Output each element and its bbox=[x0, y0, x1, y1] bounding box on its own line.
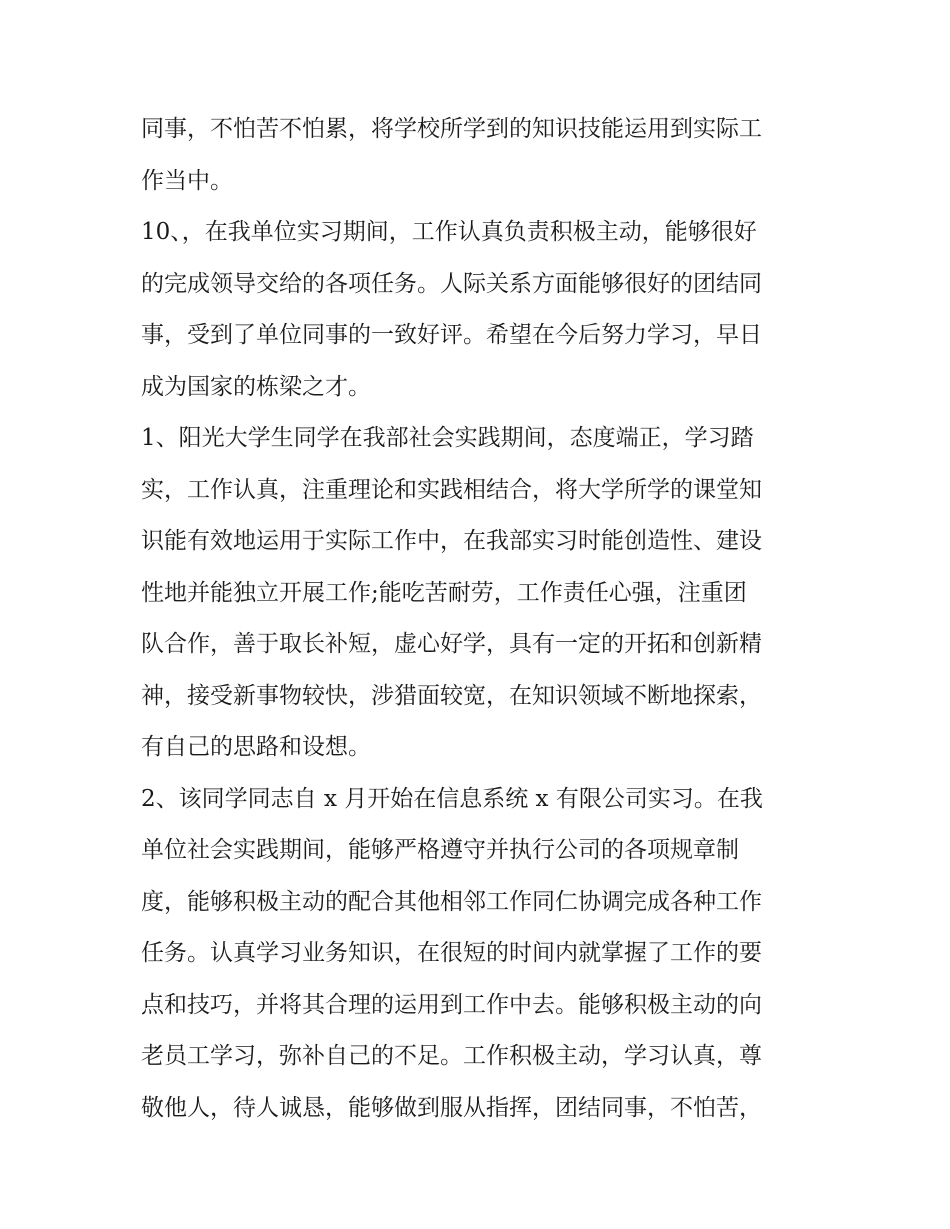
text-line: 老员工学习，弥补自己的不足。工作积极主动，学习认真，尊 bbox=[141, 1043, 762, 1069]
text-line: 事，受到了单位同事的一致好评。希望在今后努力学习，早日 bbox=[141, 322, 762, 348]
text-line: 队合作，善于取长补短，虚心好学，具有一定的开拓和创新精 bbox=[141, 631, 762, 657]
document-body bbox=[141, 104, 821, 1134]
text-line: 神，接受新事物较快，涉猎面较宽，在知识领域不断地探索， bbox=[141, 682, 762, 709]
text-line: 作当中。 bbox=[141, 167, 233, 194]
text-line: 单位社会实践期间，能够严格遵守并执行公司的各项规章制 bbox=[141, 837, 739, 863]
text-line: 成为国家的栋梁之才。 bbox=[141, 373, 371, 400]
text-line: 点和技巧，并将其合理的运用到工作中去。能够积极主动的向 bbox=[141, 991, 762, 1018]
text-line: 有自己的思路和设想。 bbox=[141, 734, 371, 760]
text-line: 性地并能独立开展工作;能吃苦耐劳，工作责任心强，注重团 bbox=[141, 579, 747, 606]
text-line: 10、，在我单位实习期间，工作认真负责积极主动，能够很好 bbox=[141, 219, 757, 245]
text-line: 敬他人，待人诚恳，能够做到服从指挥，团结同事，不怕苦， bbox=[141, 1094, 762, 1121]
text-line: 识能有效地运用于实际工作中，在我部实习时能创造性、建设 bbox=[141, 528, 762, 554]
text-line: 度，能够积极主动的配合其他相邻工作同仁协调完成各种工作 bbox=[141, 888, 762, 915]
text-line: 的完成领导交给的各项任务。人际关系方面能够很好的团结同 bbox=[141, 270, 762, 297]
text-line: 2、该同学同志自 x 月开始在信息系统 x 有限公司实习。在我 bbox=[141, 785, 763, 812]
text-line: 实，工作认真，注重理论和实践相结合，将大学所学的课堂知 bbox=[141, 476, 762, 503]
text-line: 同事，不怕苦不怕累，将学校所学到的知识技能运用到实际工 bbox=[141, 116, 762, 142]
text-line: 1、阳光大学生同学在我部社会实践期间，态度端正，学习踏 bbox=[141, 425, 754, 451]
text-line: 任务。认真学习业务知识，在很短的时间内就掌握了工作的要 bbox=[141, 940, 762, 966]
